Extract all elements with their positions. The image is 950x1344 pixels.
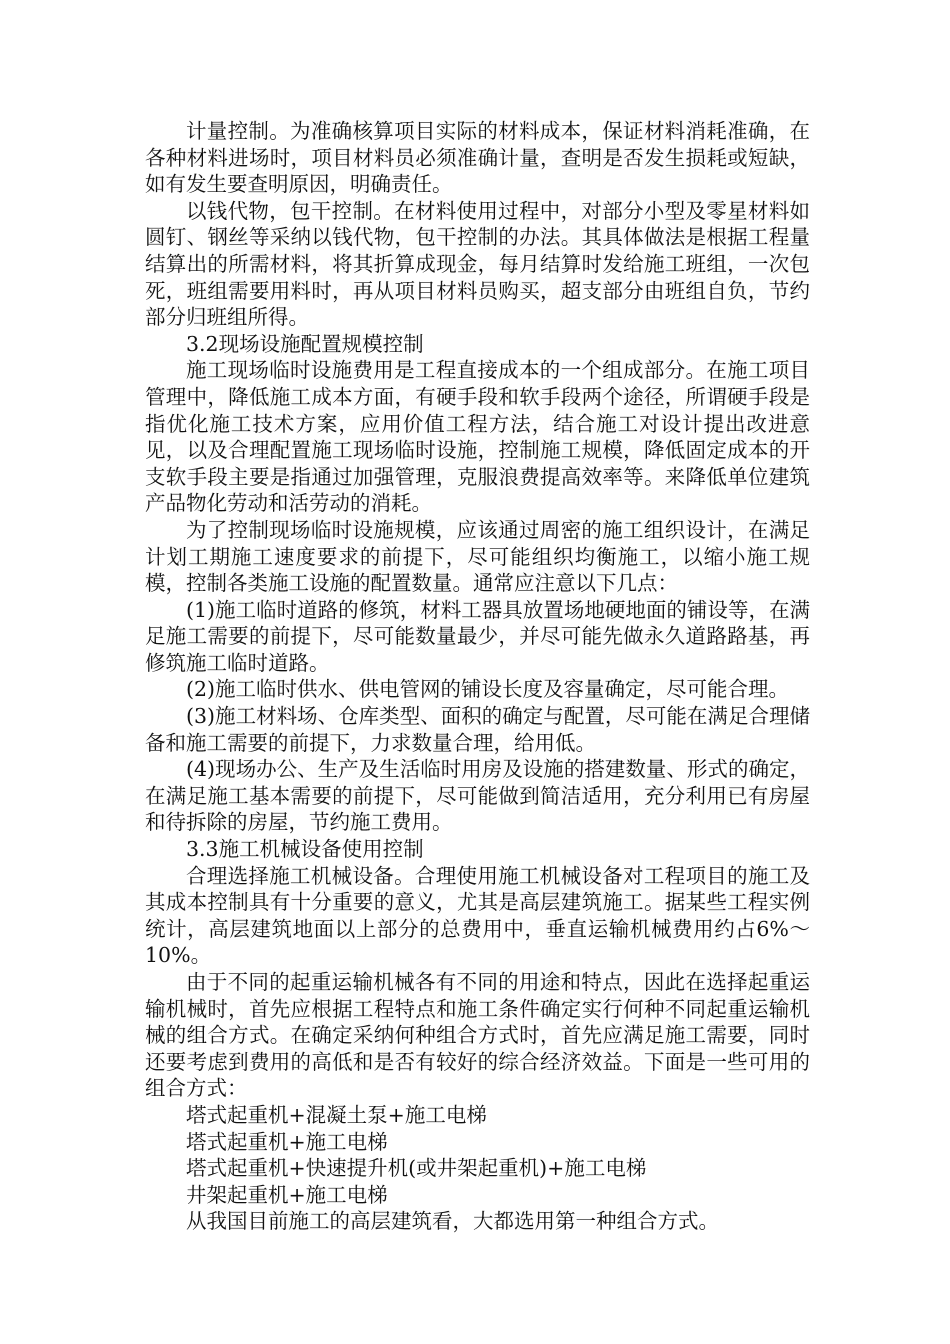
- section-heading-3-3: 3.3施工机械设备使用控制: [186, 837, 424, 862]
- list-item-4: (4)现场办公、生产及生活临时用房及设施的搭建数量、形式的确定，在满足施工基本需要的前提下，尽可能做到简洁适用，充分利用已有房屋和待拆除的房屋，节约施工费用。: [145, 757, 810, 835]
- paragraph-metering-control: 计量控制。为准确核算项目实际的材料成本，保证材料消耗准确，在各种材料进场时，项目材料员必须准确计量，查明是否发生损耗或短缺，如有发生要查明原因，明确责任。: [145, 119, 810, 197]
- combination-item-3: 塔式起重机+快速提升机(或井架起重机)+施工电梯: [186, 1156, 647, 1181]
- paragraph-crane-combination: 由于不同的起重运输机械各有不同的用途和特点，因此在选择起重运输机械时，首先应根据工程特点和施工条件确定实行何种不同起重运输机械的组合方式。在确定采纳何种组合方式时，首先应满足施工需要，同时还要考虑到费用的高低和是否有较好的综合经济效益。下面是一些可用的组合方式：: [145, 970, 810, 1101]
- combination-item-1: 塔式起重机+混凝土泵+施工电梯: [186, 1102, 487, 1127]
- combination-item-2: 塔式起重机+施工电梯: [186, 1129, 388, 1154]
- document-page: [145, 118, 810, 1235]
- paragraph-cash-lump-sum-control: 以钱代物，包干控制。在材料使用过程中，对部分小型及零星材料如圆钉、钢丝等采纳以钱代物，包干控制的办法。其具体做法是根据工程量结算出的所需材料，将其折算成现金，每月结算时发给施工班组，一次包死，班组需要用料时，再从项目材料员购买，超支部分由班组自负，节约部分归班组所得。: [145, 198, 810, 330]
- list-item-1: (1)施工临时道路的修筑，材料工器具放置场地硬地面的铺设等，在满足施工需要的前提下，尽可能数量最少，并尽可能先做永久道路路基，再修筑施工临时道路。: [145, 597, 810, 675]
- list-item-2: (2)施工临时供水、供电管网的铺设长度及容量确定，尽可能合理。: [186, 677, 790, 702]
- paragraph-facility-scale-control: 为了控制现场临时设施规模，应该通过周密的施工组织设计，在满足计划工期施工速度要求的前提下，尽可能组织均衡施工，以缩小施工规模，控制各类施工设施的配置数量。通常应注意以下几点：: [145, 517, 810, 596]
- paragraph-temporary-facility-cost: 施工现场临时设施费用是工程直接成本的一个组成部分。在施工项目管理中，降低施工成本方面，有硬手段和软手段两个途径，所谓硬手段是指优化施工技术方案，应用价值工程方法，结合施工对设计提出改进意见，以及合理配置施工现场临时设施，控制施工规模，降低固定成本的开支软手段主要是指通过加强管理，克服浪费提高效率等。来降低单位建筑产品物化劳动和活劳动的消耗。: [145, 358, 810, 516]
- paragraph-machinery-selection: 合理选择施工机械设备。合理使用施工机械设备对工程项目的施工及其成本控制具有十分重要的意义，尤其是高层建筑施工。据某些工程实例统计，高层建筑地面以上部分的总费用中，垂直运输机械费用约占6%～10%。: [145, 863, 810, 968]
- list-item-3: (3)施工材料场、仓库类型、面积的确定与配置，尽可能在满足合理储备和施工需要的前提下，力求数量合理，给用低。: [145, 704, 810, 755]
- paragraph-conclusion: 从我国目前施工的高层建筑看，大都选用第一种组合方式。: [186, 1209, 719, 1234]
- combination-item-4: 井架起重机+施工电梯: [186, 1182, 388, 1207]
- section-heading-3-2: 3.2现场设施配置规模控制: [186, 331, 424, 356]
